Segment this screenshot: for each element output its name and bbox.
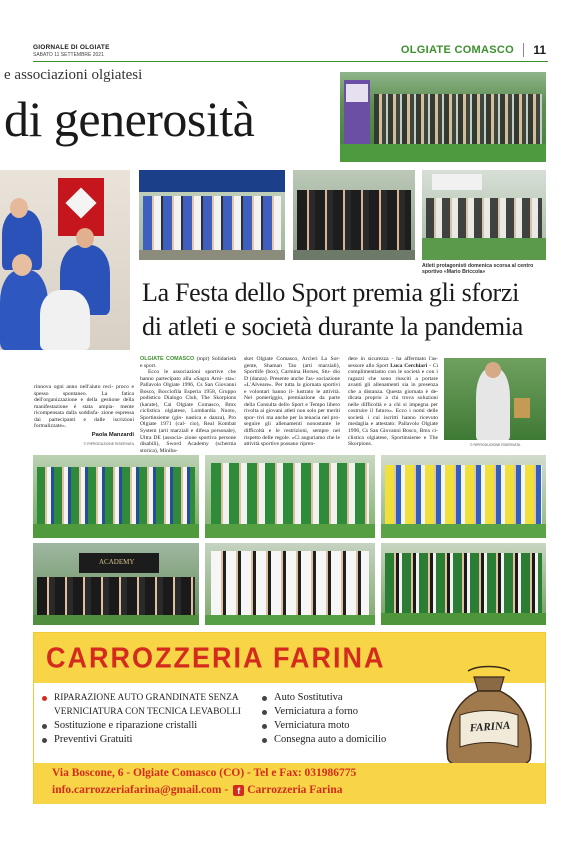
ad-item-quotes: [42, 733, 272, 747]
grass: [422, 238, 546, 260]
page-number: 11: [533, 43, 546, 57]
header-rule: [33, 61, 548, 62]
photo-football-kids-2: [205, 455, 375, 538]
photo-fencing-academy: [33, 543, 199, 625]
bullet-icon: [262, 696, 267, 701]
ad-item-courtesy: [262, 691, 432, 705]
article-dateline-rest: (mpr) Solidarietà e sport.: [140, 356, 236, 369]
ad-services-left: [42, 691, 272, 747]
ad-brand-title: CARROZZERIA FARINA: [46, 642, 386, 674]
ad-item-glass: [42, 719, 272, 733]
photo-award-man: [444, 358, 546, 440]
flour-sack-icon: [438, 663, 540, 777]
ad-item-oven: [262, 705, 432, 719]
page-header: [33, 40, 548, 64]
ad-item-hail: [42, 691, 272, 705]
article-col-2: sket Olgiate Comasco, Arcieri La Sor- gente, Shaman Tao (arti marziali), Sportlife (box), Carmina Horses, Stu- dio D (danza). Presente anche l'as- sociazione «L'Alveare». Per tutta la giornata sportivi e volontari hanno il- lustrato le attività. Nel pomeriggio, premiazione da parte della Consulta dello Sport e Tempo libero rivolta ai giovani atleti non solo per meriti spor- tivi ma anche per la tenacia nel pro- seguire gli allenamenti nonostante le difficoltà e le restrizioni, sempre nel rispetto delle regole. «Ci auguriamo che le attività sportive possano ripren-: [244, 356, 340, 448]
ad-item-oven-text: Verniciatura a forno: [274, 706, 358, 717]
article-col-3-name: Luca Cerchiari: [390, 362, 428, 369]
ad-item-glass-text: Sostituzione e riparazione cristalli: [54, 720, 198, 731]
ad-email[interactable]: info.carrozzeriafarina@gmail.com -: [52, 784, 229, 796]
photo-football-team-green: [381, 543, 546, 625]
man-figure: [476, 368, 510, 440]
ad-carrozzeria-farina: [33, 632, 546, 804]
left-article-text: rinnova ogni anno nell'aiuto reci- proco e spesso spontaneo. La fatica dell'organizzazione e della gestione della manifestazione è stata ampia- mente ricompensata dalla soddisfa- zione espressa dai partecipanti e dalle iscrizioni formalizzate».: [34, 384, 134, 430]
man-head: [485, 362, 501, 378]
headline-title: di generosità: [4, 91, 255, 147]
photo-caption: Atleti protagonisti domenica scorsa al centro sportivo «Mario Briccola»: [422, 263, 534, 276]
people-row: [211, 551, 369, 615]
photo-athletes-group-top: [340, 72, 546, 162]
ground: [293, 250, 415, 260]
bullet-icon: [262, 724, 267, 729]
people-row: [426, 198, 542, 238]
article-col-1-text: Ecco le associazioni sportive che hanno partecipato alla «Sagra Arni- sta»: Pallavolo Olgiate 1996, Cs San Giovanni Bosco, Bocciofila Esperia 1958, Gruppo podistico Dialogo Club, The Skorpions (karate), Cai Olgiate Comasco, Bmx ciclistica olgiatese, Lombardia Nuoto, Sportinsieme (gin- nastica e danza), Pro Olgiate 1971 (cal- cio), Real Kombat System (arti marziali e difesa personale), Ultra DE (associa- zione sportiva persone disabili), Sword Academy (scherma storica), Miniba-: [140, 369, 236, 454]
grass: [33, 615, 199, 625]
grass: [381, 613, 546, 625]
ad-item-hail-2: VERNICIATURA CON TECNICA LEVABOLLI: [54, 707, 241, 717]
people-row: [37, 577, 195, 617]
grass: [340, 144, 546, 162]
people-row: [385, 553, 542, 613]
person-head-1: [10, 198, 28, 218]
photo-karate-kids: [205, 543, 375, 625]
header-divider: [523, 43, 524, 57]
people-row: [37, 467, 195, 525]
ad-contact-line: [52, 784, 342, 796]
article-col-3: [348, 356, 438, 448]
person-head-2: [76, 228, 94, 248]
banner-poster-inner: [346, 84, 368, 102]
photo-stand-group: [139, 170, 285, 260]
ad-item-courtesy-text: Auto Sostitutiva: [274, 692, 343, 703]
article-col-1: [140, 356, 236, 454]
ad-item-quotes-text: Preventivi Gratuiti: [54, 734, 133, 745]
bullet-icon: [42, 738, 47, 743]
paper-name: GIORNALE DI OLGIATE: [33, 44, 110, 51]
person-4: [40, 290, 90, 350]
ad-address: Via Boscone, 6 - Olgiate Comasco (CO) - Tel e Fax: 031986775: [52, 767, 357, 779]
people-row: [143, 196, 281, 250]
grass: [205, 615, 375, 625]
photo-field-group: [422, 170, 546, 260]
ad-item-moto-text: Verniciatura moto: [274, 720, 350, 731]
academy-sign: ACADEMY: [99, 558, 135, 566]
facebook-icon: f: [233, 785, 244, 796]
grass: [205, 524, 375, 538]
article-dateline: OLGIATE COMASCO: [140, 356, 195, 362]
people-row: [297, 190, 411, 250]
people-row: [385, 465, 542, 525]
ad-facebook-name[interactable]: Carrozzeria Farina: [247, 784, 343, 796]
article-headline-line2: di atleti e società durante la pandemia: [142, 312, 524, 341]
tent: [139, 170, 285, 192]
ad-item-hail-1: RIPARAZIONE AUTO GRANDINATE SENZA: [54, 693, 239, 703]
photo-volley-kids: [381, 455, 546, 538]
grass: [33, 524, 199, 538]
ad-services-right: [262, 691, 432, 747]
bullet-icon: [262, 738, 267, 743]
award-plaque: [514, 398, 530, 418]
article-col-3-after: - Ci complimentiamo con le società e con i ragazzi che sono riusciti a portare avanti gli allenamenti sia in presenza che a distanza. Questa giornata è de- dicata proprio a chi trova soluzioni nelle difficoltà e a chi si impegna per costruire il futuro». Ecco i nomi delle società i cui iscritti hanno ricevuto medaglia e attestato: Pallavolo Olgiate 1996, Cs San Giovanni Bosco, Bmx ci- clistica olgiatese, Sportinsieme e The Skorpions.: [348, 362, 438, 448]
ad-item-hail-cont: [42, 705, 272, 719]
article-headline-line1: La Festa dello Sport premia gli sforzi: [142, 278, 520, 307]
ground: [139, 250, 285, 260]
bullet-icon: [42, 724, 47, 729]
ad-item-delivery-text: Consegna auto a domicilio: [274, 734, 387, 745]
ad-item-delivery: [262, 733, 432, 747]
grass: [381, 524, 546, 538]
bullet-icon: [262, 710, 267, 715]
section-name: OLGIATE COMASCO: [400, 44, 514, 56]
photo-martial-arts-group: [293, 170, 415, 260]
photo-volleyball-team: [0, 170, 130, 350]
athletes-row: [374, 94, 542, 146]
article-col-3-before: dere in sicurezza - ha affermato l'as- sessore allo Sport: [348, 356, 438, 369]
people-row: [211, 463, 369, 525]
person-head-3: [12, 254, 32, 276]
photo-football-kids-1: [33, 455, 199, 538]
issue-date: SABATO 11 SETTEMBRE 2021: [33, 52, 104, 58]
left-article-copyright: © RIPRODUZIONE RISERVATA: [83, 442, 134, 446]
left-article-author: Paola Manzardi: [91, 432, 134, 438]
ad-item-moto: [262, 719, 432, 733]
article-copyright: © RIPRODUZIONE RISERVATA: [470, 443, 521, 447]
headline-kicker: e associazioni olgiatesi: [4, 67, 143, 83]
gazebo: [432, 174, 482, 190]
bullet-icon: [42, 696, 47, 701]
sack-label: FARINA: [469, 719, 511, 735]
